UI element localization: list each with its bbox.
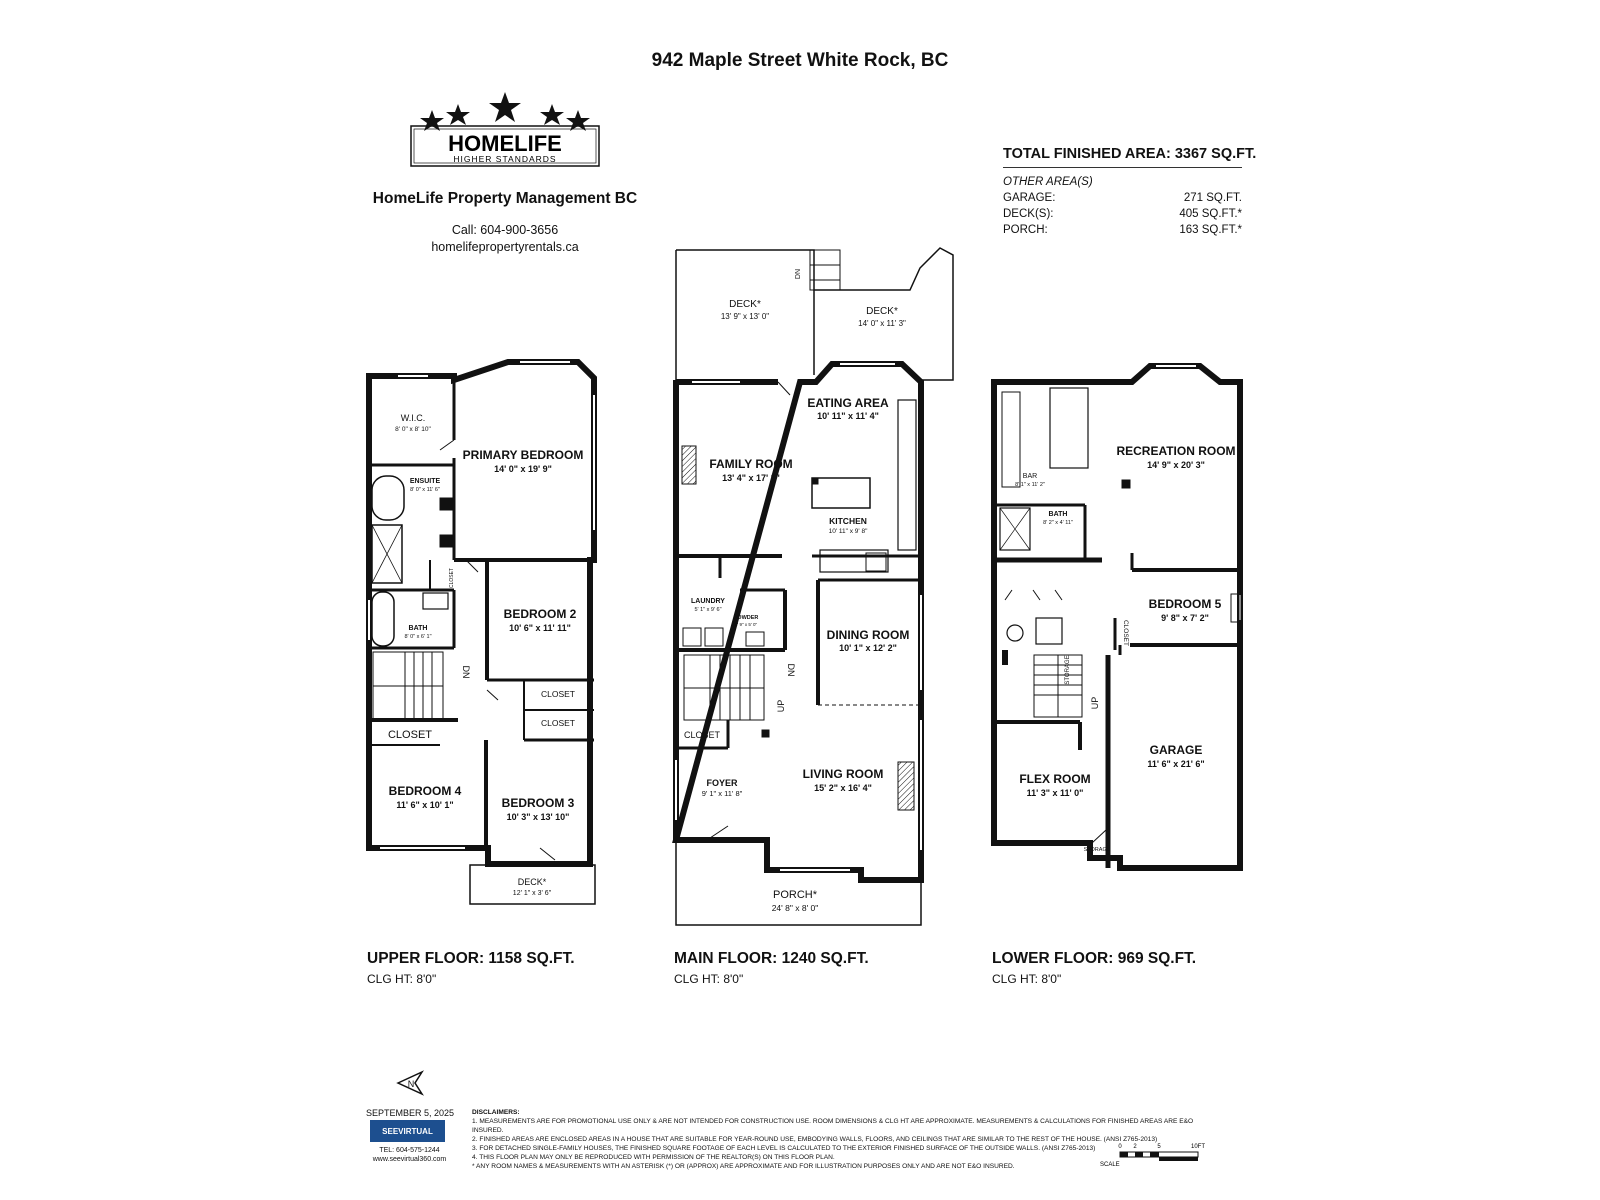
other-area-row: PORCH: 163 SQ.FT.* <box>1003 224 1242 236</box>
lower-floor-ceiling: CLG HT: 8'0" <box>992 972 1062 986</box>
svg-text:BEDROOM 4: BEDROOM 4 <box>388 784 462 798</box>
seevirtual-logo: SEEVIRTUAL <box>370 1120 445 1142</box>
svg-text:0: 0 <box>1118 1144 1122 1150</box>
svg-text:SCALE: SCALE <box>1100 1162 1120 1168</box>
other-areas-label: OTHER AREA(S) <box>1003 176 1093 188</box>
svg-text:BEDROOM 2: BEDROOM 2 <box>503 607 577 621</box>
total-finished-area: TOTAL FINISHED AREA: 3367 SQ.FT. <box>1003 146 1242 168</box>
agency-name: HomeLife Property Management BC <box>372 190 638 207</box>
svg-text:24' 8" x 8' 0": 24' 8" x 8' 0" <box>771 903 819 913</box>
svg-text:FAMILY ROOM: FAMILY ROOM <box>709 457 793 471</box>
svg-text:11' 6" x 10' 1": 11' 6" x 10' 1" <box>396 800 454 810</box>
main-floor-ceiling: CLG HT: 8'0" <box>674 972 744 986</box>
svg-text:10' 11" x 9' 8": 10' 11" x 9' 8" <box>828 528 868 535</box>
svg-text:5' 1" x 9' 6": 5' 1" x 9' 6" <box>694 607 722 613</box>
svg-text:5: 5 <box>1157 1144 1161 1150</box>
svg-text:14' 9" x 20' 3": 14' 9" x 20' 3" <box>1147 460 1205 470</box>
svg-text:ENSUITE: ENSUITE <box>409 478 441 485</box>
disclaimers: DISCLAIMERS: 1. MEASUREMENTS ARE FOR PROMOTIONAL USE ONLY & ARE NOT INTENDED FOR CONSTRUCTION USE. ROOM DIMENSIONS & CLG HT ARE APPROXIMATE. MEASUREMENTS & CALCULATIONS FOR FINISHED AREAS ARE E&O INSURED. 2. FINISHED AREAS ARE ENCLOSED AREAS IN A HOUSE THAT ARE SUITABLE FOR YEAR-ROUND USE, EMBODYING WALLS, FLOORS, AND CEILINGS THAT ARE SIMILAR TO THE REST OF THE HOUSE. (ANSI Z765-2013) 3. FOR DETACHED SINGLE-FAMILY HOUSES, THE FINISHED SQUARE FOOTAGE OF EACH LEVEL IS CALCULATED TO THE EXTERIOR FINISHED SURFACE OF THE OUTSIDE WALLS. (ANSI Z765-2013) 4. THIS FLOOR PLAN MAY ONLY BE REPRODUCED WITH PERMISSION OF THE REALTOR(S) ON THIS FLOOR PLAN. * ANY ROOM NAMES & MEASUREMENTS WITH AN ASTERISK (*) OR (APPROX) ARE APPROXIMATE AND FOR ILLUSTRATION PURPOSES ONLY AND ARE NOT E&O INSURED. <box>472 1108 1212 1171</box>
svg-text:8' 2" x 4' 11": 8' 2" x 4' 11" <box>1043 520 1073 526</box>
svg-text:DN: DN <box>795 268 802 280</box>
svg-text:HIGHER STANDARDS: HIGHER STANDARDS <box>453 154 557 164</box>
svg-text:9' 8" x 7' 2": 9' 8" x 7' 2" <box>1161 613 1209 623</box>
svg-text:11' 3" x 11' 0": 11' 3" x 11' 0" <box>1026 788 1084 798</box>
svg-text:CLOSET: CLOSET <box>540 718 576 728</box>
svg-text:15' 2" x 16' 4": 15' 2" x 16' 4" <box>814 783 872 793</box>
svg-text:DECK*: DECK* <box>866 306 898 317</box>
svg-text:KITCHEN: KITCHEN <box>829 516 867 526</box>
disclaimer-line: 3. FOR DETACHED SINGLE-FAMILY HOUSES, THE FINISHED SQUARE FOOTAGE OF EACH LEVEL IS CALCULATED TO THE EXTERIOR FINISHED SURFACE OF THE OUTSIDE WALLS. (ANSI Z765-2013) <box>472 1145 1096 1152</box>
svg-text:GARAGE: GARAGE <box>1149 743 1203 757</box>
main-floor-area: MAIN FLOOR: 1240 SQ.FT. <box>674 950 869 967</box>
svg-text:8' 1" x 11' 2": 8' 1" x 11' 2" <box>1015 482 1045 488</box>
lower-floor-area: LOWER FLOOR: 969 SQ.FT. <box>992 950 1197 967</box>
svg-text:STORAGE: STORAGE <box>1083 847 1111 853</box>
svg-text:CLOSET: CLOSET <box>1122 619 1129 647</box>
svg-text:UP: UP <box>776 699 786 713</box>
upper-floor-plan <box>369 362 595 904</box>
svg-text:UP: UP <box>1090 696 1100 710</box>
other-area-row: GARAGE: 271 SQ.FT. <box>1003 192 1242 204</box>
svg-text:11' 6" x 21' 6": 11' 6" x 21' 6" <box>1147 759 1205 769</box>
svg-text:POWDER: POWDER <box>733 615 759 621</box>
svg-text:W.I.C.: W.I.C. <box>400 413 426 423</box>
disclaimer-line: 4. THIS FLOOR PLAN MAY ONLY BE REPRODUCED WITH PERMISSION OF THE REALTOR(S) ON THIS FLOOR PLAN. <box>472 1154 835 1161</box>
svg-text:DN: DN <box>461 665 471 679</box>
svg-text:LAUNDRY: LAUNDRY <box>691 598 725 605</box>
svg-text:12' 1" x 3' 6": 12' 1" x 3' 6" <box>512 890 552 897</box>
svg-text:DINING ROOM: DINING ROOM <box>826 628 910 642</box>
svg-text:CLOSET: CLOSET <box>449 567 455 589</box>
svg-text:14' 0" x 19' 9": 14' 0" x 19' 9" <box>494 464 552 474</box>
disclaimer-line: 1. MEASUREMENTS ARE FOR PROMOTIONAL USE ONLY & ARE NOT INTENDED FOR CONSTRUCTION USE. ROOM DIMENSIONS & CLG HT ARE APPROXIMATE. MEASUREMENTS & CALCULATIONS FOR FINISHED AREAS ARE E&O INSURED. <box>472 1118 1194 1134</box>
svg-text:10' 6" x 11' 11": 10' 6" x 11' 11" <box>509 623 571 633</box>
svg-text:8' 0" x 8' 10": 8' 0" x 8' 10" <box>395 426 431 433</box>
other-area-row: DECK(S): 405 SQ.FT.* <box>1003 208 1242 220</box>
seevirtual-contact: TEL: 604-575-1244 www.seevirtual360.com <box>372 1147 447 1163</box>
svg-text:8' 0" x 11' 6": 8' 0" x 11' 6" <box>410 487 440 493</box>
disclaimer-line: 2. FINISHED AREAS ARE ENCLOSED AREAS IN A HOUSE THAT ARE SUITABLE FOR YEAR-ROUND USE, EMBODYING WALLS, FLOORS, AND CEILINGS THAT ARE SIMILAR TO THE REST OF THE HOUSE. (ANSI Z765-2013) <box>472 1136 1158 1143</box>
svg-text:PRIMARY BEDROOM: PRIMARY BEDROOM <box>462 448 584 462</box>
svg-text:DN: DN <box>786 663 796 677</box>
svg-text:DECK*: DECK* <box>729 299 761 310</box>
svg-text:PORCH*: PORCH* <box>772 889 818 901</box>
svg-text:14' 0" x 11' 3": 14' 0" x 11' 3" <box>858 319 906 328</box>
svg-text:FOYER: FOYER <box>706 778 738 788</box>
svg-text:9' 1" x 11' 8": 9' 1" x 11' 8" <box>701 789 743 798</box>
svg-text:HOMELIFE: HOMELIFE <box>448 131 562 156</box>
svg-text:BATH: BATH <box>1048 511 1068 518</box>
svg-text:8' 0" x 6' 1": 8' 0" x 6' 1" <box>404 634 432 640</box>
svg-text:EATING AREA: EATING AREA <box>807 396 889 410</box>
svg-text:CLOSET: CLOSET <box>683 730 721 740</box>
svg-text:BATH: BATH <box>408 625 428 632</box>
svg-text:DECK*: DECK* <box>517 877 547 887</box>
property-address: 942 Maple Street White Rock, BC <box>651 50 949 71</box>
svg-text:BAR: BAR <box>1022 473 1038 480</box>
disclaimer-line: * ANY ROOM NAMES & MEASUREMENTS WITH AN ASTERISK (*) OR (APPROX) ARE APPROXIMATE AND FOR ILLUSTRATION PURPOSES ONLY AND ARE NOT E&O INSURED. <box>472 1163 1015 1170</box>
svg-text:10' 11" x 11' 4": 10' 11" x 11' 4" <box>817 411 879 421</box>
svg-text:LIVING ROOM: LIVING ROOM <box>802 767 884 781</box>
svg-text:10' 3" x 13' 10": 10' 3" x 13' 10" <box>506 812 570 822</box>
svg-text:RECREATION ROOM: RECREATION ROOM <box>1116 444 1236 458</box>
svg-text:2: 2 <box>1133 1144 1137 1150</box>
upper-floor-ceiling: CLG HT: 8'0" <box>367 972 437 986</box>
svg-text:13' 9" x 13' 0": 13' 9" x 13' 0" <box>720 312 770 321</box>
svg-text:FLEX ROOM: FLEX ROOM <box>1019 772 1091 786</box>
compass-icon <box>395 1068 425 1098</box>
svg-text:13' 4" x 17' 2": 13' 4" x 17' 2" <box>722 473 780 483</box>
svg-text:10' 1" x 12' 2": 10' 1" x 12' 2" <box>839 643 897 653</box>
svg-text:10FT: 10FT <box>1190 1144 1206 1150</box>
svg-text:N: N <box>407 1079 415 1089</box>
svg-text:4' 9" x 5' 0": 4' 9" x 5' 0" <box>734 622 758 627</box>
main-floor-plan <box>676 248 953 925</box>
agency-website: homelifepropertyrentals.ca <box>431 240 579 254</box>
svg-text:BEDROOM 5: BEDROOM 5 <box>1148 597 1222 611</box>
scale-bar <box>1100 1140 1240 1170</box>
plan-date: SEPTEMBER 5, 2025 <box>365 1108 455 1118</box>
upper-floor-area: UPPER FLOOR: 1158 SQ.FT. <box>367 950 575 967</box>
svg-text:BEDROOM 3: BEDROOM 3 <box>501 796 575 810</box>
svg-text:CLOSET: CLOSET <box>540 689 576 699</box>
svg-text:STORAGE: STORAGE <box>1065 655 1071 685</box>
agency-phone: Call: 604-900-3656 <box>451 223 559 237</box>
svg-text:CLOSET: CLOSET <box>387 729 433 741</box>
